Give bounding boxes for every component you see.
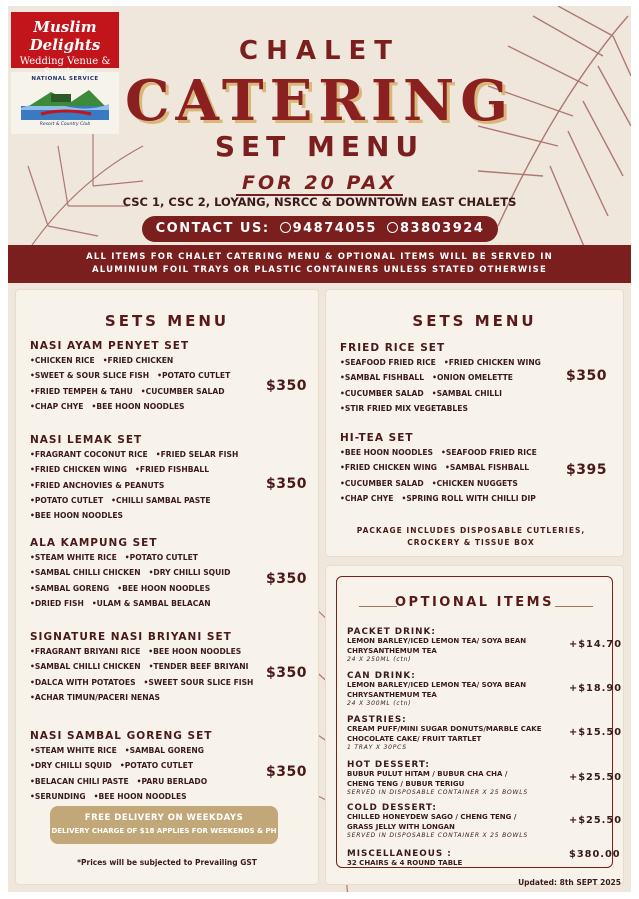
phone-number-1[interactable]: 94874055 xyxy=(292,221,377,236)
set-item-row xyxy=(30,481,246,496)
menu-set xyxy=(30,340,238,417)
optional-item xyxy=(347,849,621,869)
optional-item-subtext: SERVED IN DISPOSABLE CONTAINER X 25 BOWLS xyxy=(347,832,528,839)
banner-line-1: ALL ITEMS FOR CHALET CATERING MENU & OPTIONAL ITEMS WILL BE SERVED IN xyxy=(86,252,553,262)
optional-item-text: LEMON BARLEY/ICED LEMON TEA/ SOYA BEAN xyxy=(347,681,527,689)
set-item: •SAMBAL GORENG xyxy=(124,746,204,755)
set-item: •STIR FRIED MIX VEGETABLES xyxy=(340,403,468,413)
set-item-row xyxy=(30,746,215,761)
set-item: •FRIED CHICKEN WING xyxy=(443,358,541,367)
optional-item-subtext: 1 TRAY X 30PCS xyxy=(347,744,407,751)
title-rule-right xyxy=(555,606,593,607)
optional-item-text: CREAM PUFF/MINI SUGAR DONUTS/MARBLE CAKE xyxy=(347,725,542,733)
menu-set xyxy=(30,730,215,807)
optional-item-text: CHRYSANTHEMUM TEA xyxy=(347,690,437,699)
delivery-box xyxy=(50,806,278,844)
set-item: •SAMBAL CHILLI xyxy=(431,388,502,398)
optional-item xyxy=(347,803,623,840)
set-item: •CUCUMBER SALAD xyxy=(340,478,424,488)
set-item-row xyxy=(30,402,238,417)
set-item: •DRIED FISH xyxy=(30,598,84,608)
set-item: •STEAM WHITE RICE xyxy=(30,553,117,562)
set-item: •BEE HOON NOODLES xyxy=(148,647,242,656)
set-item-row xyxy=(30,496,246,511)
set-item: •TENDER BEEF BRIYANI xyxy=(148,662,249,672)
set-item: •CHILLI SAMBAL PASTE xyxy=(111,495,211,505)
set-item-row xyxy=(30,647,261,662)
pax-heading xyxy=(8,172,631,194)
optional-item xyxy=(347,760,623,797)
set-item: •BEE HOON NOODLES xyxy=(93,791,187,801)
package-line-1: PACKAGE INCLUDES DISPOSABLE CUTLERIES, xyxy=(356,526,586,535)
locations-text: CSC 1, CSC 2, LOYANG, NSRCC & DOWNTOWN EAST CHALETS xyxy=(122,195,517,209)
set-item: •DRY CHILLI SQUID xyxy=(30,761,112,771)
optional-items-frame xyxy=(336,576,623,868)
contact-label: CONTACT US: xyxy=(155,221,270,236)
optional-item-text: CHENG TENG / BUBUR TERIGU xyxy=(347,779,465,788)
set-item: •POTATO CUTLET xyxy=(30,495,104,505)
set-item: •BEE HOON NOODLES xyxy=(340,448,433,457)
set-price: $350 xyxy=(266,378,307,394)
set-item-row xyxy=(30,584,238,599)
set-item-row xyxy=(30,599,238,614)
set-item: •ACHAR TIMUN/PACERI NENAS xyxy=(30,692,160,702)
set-item-row xyxy=(340,389,549,404)
set-item: •FRIED TEMPEH & TAHU xyxy=(30,386,133,396)
set-price: $395 xyxy=(566,462,607,478)
set-item: •FRIED CHICKEN WING xyxy=(340,463,438,473)
set-price: $350 xyxy=(566,368,607,384)
set-item-row xyxy=(30,777,215,792)
set-item-row xyxy=(30,662,261,677)
set-item-row xyxy=(30,356,238,371)
set-name: NASI SAMBAL GORENG SET xyxy=(30,730,213,742)
package-line-2: CROCKERY & TISSUE BOX xyxy=(407,538,535,547)
title-catering: CATERING xyxy=(124,68,515,134)
set-item: •SAMBAL GORENG xyxy=(30,583,110,593)
optional-item-price: +$25.50 xyxy=(569,772,623,783)
set-item: •SWEET SOUR SLICE FISH xyxy=(143,677,254,687)
phone-number-2[interactable]: 83803924 xyxy=(400,221,485,236)
logo-title: Muslim Delights xyxy=(29,18,101,54)
set-item: •CHICKEN RICE xyxy=(30,356,95,365)
set-item: •BEE HOON NOODLES xyxy=(117,583,211,593)
set-item-row xyxy=(30,511,246,526)
set-item: •ULAM & SAMBAL BELACAN xyxy=(91,598,211,608)
set-item-row xyxy=(30,678,261,693)
set-name: SIGNATURE NASI BRIYANI SET xyxy=(30,631,232,643)
optional-item-price: +$25.50 xyxy=(569,815,623,826)
left-sets-menu-card xyxy=(16,290,318,884)
optional-item-subtext: 24 X 250ML (ctn) xyxy=(347,656,412,663)
set-item: •FRIED FISHBALL xyxy=(135,465,210,475)
set-item: •DRY CHILLI SQUID xyxy=(148,568,231,578)
whatsapp-icon xyxy=(387,222,398,233)
optional-item-subtext: 24 X 300ML (ctn) xyxy=(347,700,412,707)
optional-item-text: LEMON BARLEY/ICED LEMON TEA/ SOYA BEAN xyxy=(347,637,527,645)
whatsapp-icon xyxy=(280,222,291,233)
set-name: NASI AYAM PENYET SET xyxy=(30,340,190,352)
set-item: •BELACAN CHILI PASTE xyxy=(30,776,129,786)
set-item-row xyxy=(30,371,238,386)
optional-item-price: +$18.90 xyxy=(569,683,623,694)
optional-item-price: +$14.70 xyxy=(569,639,623,650)
set-item: •SAMBAL FISHBALL xyxy=(340,373,425,383)
set-item-row xyxy=(30,553,238,568)
optional-item-heading: PACKET DRINK: xyxy=(347,627,436,637)
optional-item xyxy=(347,715,623,752)
set-item-row xyxy=(340,404,549,419)
left-card-title: SETS MENU xyxy=(104,312,230,330)
menu-set xyxy=(340,342,549,419)
optional-item-text: CHILLED HONEYDEW SAGO / CHENG TENG / xyxy=(347,813,517,821)
optional-item-heading: HOT DESSERT: xyxy=(347,760,430,770)
menu-set xyxy=(30,434,246,526)
contact-bar xyxy=(142,216,498,242)
set-item: •POTATO CUTLET xyxy=(157,371,231,381)
set-item-row xyxy=(30,693,261,708)
menu-set xyxy=(30,537,238,614)
set-item: •CHAP CHYE xyxy=(340,493,394,503)
set-item: •SERUNDING xyxy=(30,791,86,801)
set-item-row xyxy=(30,792,215,807)
set-item: •FRIED CHICKEN xyxy=(102,356,174,365)
set-name: NASI LEMAK SET xyxy=(30,434,143,446)
set-item-row xyxy=(340,448,545,463)
set-item: •BEE HOON NOODLES xyxy=(30,511,123,521)
updated-date: Updated: 8th SEPT 2025 xyxy=(518,878,621,887)
set-item: •FRIED CHICKEN WING xyxy=(30,465,128,475)
set-item: •CUCUMBER SALAD xyxy=(340,388,424,398)
set-item: •BEE HOON NOODLES xyxy=(91,401,185,411)
optional-item-text: CHRYSANTHEMUM TEA xyxy=(347,646,437,655)
set-item: •CHAP CHYE xyxy=(30,401,84,411)
set-item-row xyxy=(340,494,545,509)
optional-item-price: $380.00 xyxy=(569,849,621,860)
serving-notice-banner xyxy=(8,245,631,283)
set-item: •DALCA WITH POTATOES xyxy=(30,677,136,687)
set-name: HI-TEA SET xyxy=(340,432,414,444)
banner-line-2: ALUMINIUM FOIL TRAYS OR PLASTIC CONTAINERS UNLESS STATED OTHERWISE xyxy=(92,265,547,275)
optional-item-subtext: SERVED IN DISPOSABLE CONTAINER X 25 BOWLS xyxy=(347,789,528,796)
gst-note: *Prices will be subjected to Prevailing GST xyxy=(77,858,257,867)
set-item-row xyxy=(30,465,246,480)
set-price: $350 xyxy=(266,571,307,587)
set-item: •SAMBAL CHILLI CHICKEN xyxy=(30,662,141,672)
optional-items-title: OPTIONAL ITEMS xyxy=(395,595,554,610)
menu-page xyxy=(8,6,631,892)
logo-subtitle: Wedding Venue & xyxy=(19,56,111,67)
title-set-menu: SET MENU xyxy=(214,130,425,163)
set-item: •SAMBAL CHILLI CHICKEN xyxy=(30,568,141,578)
pax-text: FOR 20 PAX xyxy=(236,172,403,196)
optional-item-heading: COLD DESSERT: xyxy=(347,803,437,813)
optional-item-heading: MISCELLANEOUS : xyxy=(347,849,452,859)
optional-items-card xyxy=(326,566,623,884)
set-item-row xyxy=(30,568,238,583)
optional-item-heading: CAN DRINK: xyxy=(347,671,416,681)
set-item: •SPRING ROLL WITH CHILLI DIP xyxy=(401,493,536,503)
set-item-row xyxy=(340,358,549,373)
set-item: •SEAFOOD FRIED RICE xyxy=(340,358,436,367)
optional-item xyxy=(347,627,623,664)
optional-item-heading: PASTRIES: xyxy=(347,715,407,725)
menu-set xyxy=(340,432,545,509)
set-item: •FRAGRANT COCONUT RICE xyxy=(30,450,148,459)
optional-item xyxy=(347,671,623,708)
right-card-title: SETS MENU xyxy=(412,312,537,330)
optional-item-text: BUBUR PULUT HITAM / BUBUR CHA CHA / xyxy=(347,770,508,778)
set-item: •POTATO CUTLET xyxy=(119,761,194,771)
set-price: $350 xyxy=(266,665,307,681)
set-item: •FRAGRANT BRIYANI RICE xyxy=(30,647,141,656)
optional-item-price: +$15.50 xyxy=(569,727,623,738)
optional-item-text: 32 CHAIRS & 4 ROUND TABLE xyxy=(347,859,463,867)
set-item: •ONION OMELETTE xyxy=(432,373,513,383)
set-item: •PARU BERLADO xyxy=(136,776,208,786)
set-name: FRIED RICE SET xyxy=(340,342,446,354)
set-item: •CHICKEN NUGGETS xyxy=(431,478,518,488)
right-sets-menu-card xyxy=(326,290,623,556)
package-note xyxy=(326,525,616,549)
set-price: $350 xyxy=(266,476,307,492)
set-name: ALA KAMPUNG SET xyxy=(30,537,158,549)
nsrcc-logo-bottom-text: Resort & Country Club xyxy=(39,122,91,127)
menu-set xyxy=(30,631,261,708)
set-item: •FRIED SELAR FISH xyxy=(155,450,239,459)
set-item: •SEAFOOD FRIED RICE xyxy=(441,448,537,457)
optional-item-text: GRASS JELLY WITH LONGAN xyxy=(347,822,455,831)
delivery-line-1: FREE DELIVERY ON WEEKDAYS xyxy=(84,813,244,823)
set-item: •FRIED ANCHOVIES & PEANUTS xyxy=(30,480,165,490)
title-chalet: CHALET xyxy=(238,36,401,66)
set-item: •POTATO CUTLET xyxy=(124,553,198,562)
set-item-row xyxy=(30,387,238,402)
nsrcc-logo-top-text: NATIONAL SERVICE xyxy=(31,76,99,82)
set-item-row xyxy=(340,373,549,388)
set-item-row xyxy=(30,761,215,776)
set-item-row xyxy=(30,450,246,465)
delivery-line-2: DELIVERY CHARGE OF $18 APPLIES FOR WEEKENDS & PH xyxy=(51,827,277,835)
set-item-row xyxy=(340,463,545,478)
optional-item-text: CHOCOLATE CAKE/ FRUIT TARTLET xyxy=(347,734,482,743)
set-price: $350 xyxy=(266,764,307,780)
set-item: •STEAM WHITE RICE xyxy=(30,746,117,755)
set-item: •SAMBAL FISHBALL xyxy=(445,463,530,473)
set-item-row xyxy=(340,479,545,494)
set-item: •SWEET & SOUR SLICE FISH xyxy=(30,371,150,381)
set-item: •CUCUMBER SALAD xyxy=(140,386,225,396)
